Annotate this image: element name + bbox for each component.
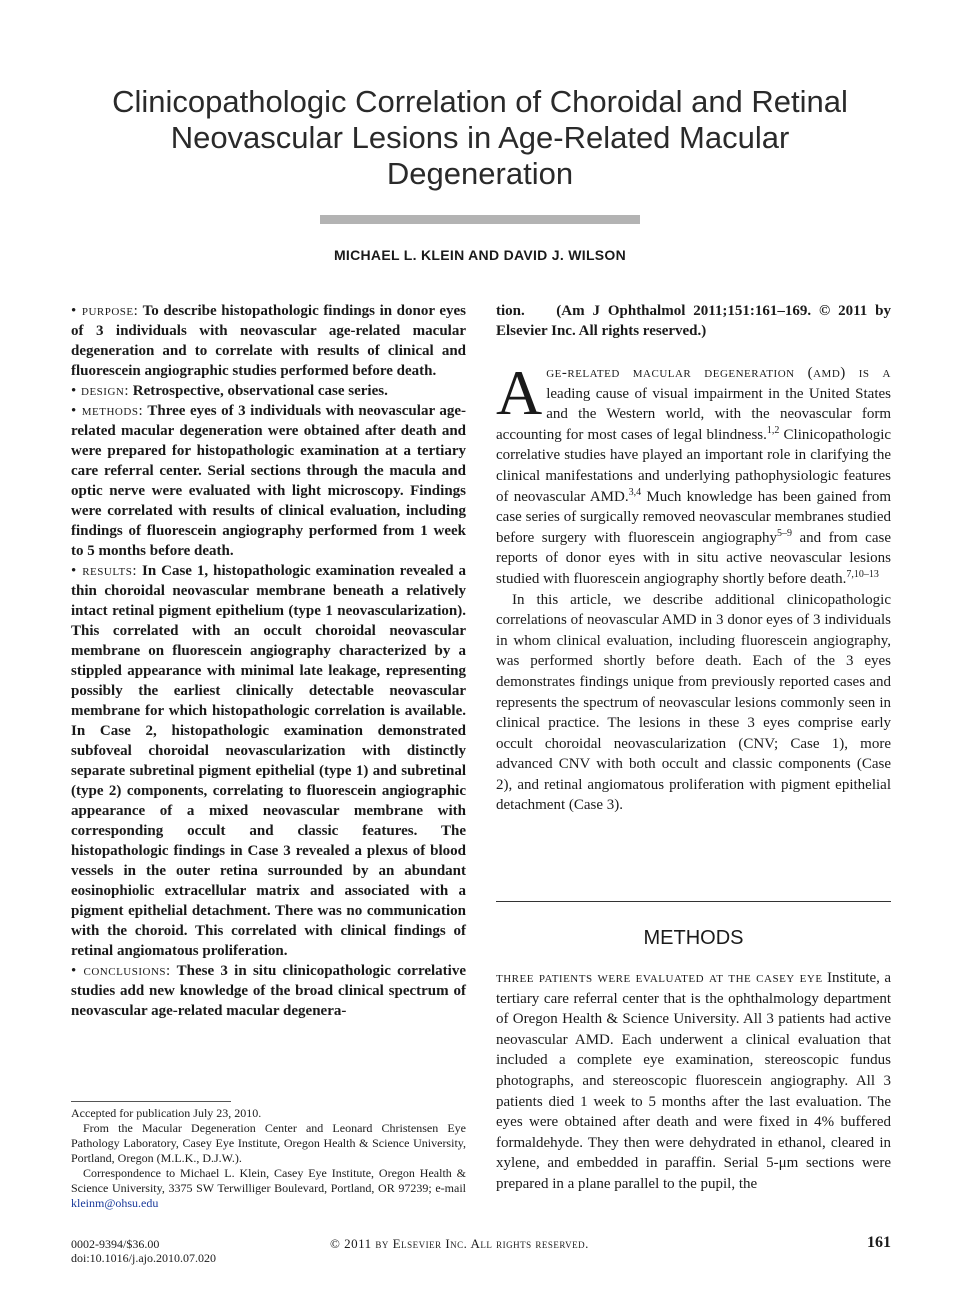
- reference-3[interactable]: 5–9: [777, 527, 793, 539]
- conclusions-end: tion.: [496, 303, 525, 319]
- title-divider: [320, 215, 640, 224]
- citation: (Am J Ophthalmol 2011;151:161–169. © 2011 by Elsevier Inc. All rights reserved.): [496, 303, 891, 339]
- methods-smallcaps: three patients were evaluated at the casey eye: [496, 970, 823, 986]
- correspondence-note: [71, 1166, 466, 1211]
- purpose-label: • purpose:: [71, 303, 139, 319]
- abstract-results: [71, 561, 466, 961]
- intro-paragraph-2: In this article, we describe additional clinicopathologic correlations of neovascular AMD in 3 donor eyes of 3 individuals in whom clinical evaluation, including fluorescein angiography, was performed shortly before death. Each of the 3 eyes demonstrates findings unique from previously reported cases and represents the spectrum of neovascular lesions commonly seen in clinical practice. The lesions in these 3 eyes comprise early occult choroidal neovascularization (CNV; Case 1), more advanced CNV with both occult and classic components (Case 2), and retinal angiomatous proliferation with pigment epithelial detachment (Case 3).: [496, 591, 891, 814]
- results-label: • results:: [71, 563, 138, 579]
- abstract: [71, 301, 466, 1021]
- section-rule: [496, 901, 891, 902]
- doi: doi:10.1016/j.ajo.2010.07.020: [71, 1251, 216, 1265]
- abstract-conclusions: [71, 961, 466, 1021]
- footer-copyright: © 2011 by Elsevier Inc. All rights reserved.: [330, 1236, 589, 1251]
- methods-label: • methods:: [71, 403, 144, 419]
- intro-text-b: Clinicopathologic correlative studies have played an important role in clarifying the clinical manifestations and underlying pathophysiologic features of neovascular AMD.: [496, 426, 892, 505]
- abstract-purpose: [71, 301, 466, 381]
- purpose-text: To describe histopathologic findings in donor eyes of 3 individuals with neovascular age-related macular degeneration and to correlate with results of clinical and fluorescein angiographic studies performed before death.: [71, 303, 466, 379]
- footer-ids: [71, 1237, 216, 1265]
- affiliation-note: From the Macular Degeneration Center and Leonard Christensen Eye Pathology Laboratory, Casey Eye Institute, Oregon Health & Science University, Portland, Oregon (M.L.K., D.J.W.).: [71, 1121, 466, 1165]
- intro-smallcaps: ge-related macular degeneration (amd) is a: [546, 365, 891, 381]
- intro-text-a: leading cause of visual impairment in the United States and the Western world, with the neovascular form accounting for most cases of legal blindness.: [496, 385, 891, 443]
- abstract-design: [71, 381, 466, 401]
- authors: MICHAEL L. KLEIN AND DAVID J. WILSON: [333, 247, 627, 263]
- methods-text: Institute, a tertiary care referral center that is the ophthalmology department of Oregon Health & Science University. All 3 patients had active neovascular AMD. Each underwent a clinical evaluation that included a complete eye examination, stereoscopic fundus photographs, and stereoscopic fluorescein angiography. All 3 patients died 1 week to 5 months after the last evaluation. The eyes were obtained after death and were fixed in 4% buffered formaldehyde. They then were dehydrated in ethanol, cleared in xylene, and embedded in paraffin. Serial 5-μm sections were prepared in a plane parallel to the pupil, the: [496, 970, 891, 1192]
- conclusions-text: These 3 in situ clinicopathologic correlative studies add new knowledge of the broad clinical spectrum of neovascular age-related macular degenera-: [71, 963, 466, 1019]
- page-number: 161: [867, 1234, 891, 1251]
- email-link[interactable]: kleinm@ohsu.edu: [71, 1196, 159, 1210]
- results-text: In Case 1, histopathologic examination revealed a thin choroidal neovascular membrane beneath a relatively intact retinal pigment epithelium (type 1 neovascularization). This correlated with an occult choroidal neovascular membrane on fluorescein angiography characterized by a stippled appearance with minimal late leakage, representing possibly the earliest clinically detectable neovascular membrane for which histopathologic correlation is available. In Case 2, histopathologic examination demonstrated subfoveal choroidal neovascularization with distinctly separate subretinal pigment epithelial (type 1) and subretinal (type 2) components, correlating to fluorescein angiographic appearance of a mixed neovascular membrane with corresponding occult and classic features. The histopathologic findings in Case 3 revealed a plexus of blood vessels in the outer retina surrounded by an abundant eosinophiolic extracellular matrix and associated with a pigment epithelial detachment. There was no communication with the choroid. This correlated with clinical findings of retinal angiomatous proliferation.: [71, 563, 467, 959]
- accepted-note: Accepted for publication July 23, 2010.: [71, 1106, 262, 1120]
- methods-paragraph: [496, 968, 891, 1195]
- methods-heading: METHODS: [643, 927, 744, 949]
- design-text: Retrospective, observational case series.: [132, 383, 388, 399]
- methods-section: [496, 968, 891, 1195]
- introduction: [496, 357, 892, 816]
- methods-text: Three eyes of 3 individuals with neovascular age-related macular degeneration were obtained after death and were prepared for histopathologic examination at a tertiary care referral center. Serial sections through the macula and optic nerve were evaluated with light microscopy. Findings were correlated with results of clinical evaluation, including findings of fluorescein angiography performed from 1 week to 5 months before death.: [71, 403, 467, 559]
- drop-cap: A: [496, 357, 543, 428]
- footnote-rule: [71, 1101, 231, 1102]
- footnotes: [71, 1106, 466, 1211]
- intro-text-d: and from case reports of donor eyes with in situ active neovascular lesions studied with fluorescein angiography shortly before death.: [496, 529, 891, 587]
- abstract-continuation: [496, 301, 891, 341]
- intro-text-c: Much knowledge has been gained from case series of surgically removed neovascular membranes studied before surgery with fluorescein angiography: [496, 488, 891, 546]
- abstract-methods: [71, 401, 466, 561]
- reference-4[interactable]: 7,10–13: [846, 568, 879, 580]
- reference-2[interactable]: 3,4: [628, 486, 642, 498]
- design-label: • design:: [71, 383, 130, 399]
- correspondence-text: Correspondence to Michael L. Klein, Casey Eye Institute, Oregon Health & Science University, 3375 SW Terwilliger Boulevard, Portland, OR 97239; e-mail: [71, 1166, 466, 1195]
- issn: 0002-9394/$36.00: [71, 1237, 160, 1251]
- article-title: Clinicopathologic Correlation of Choroidal and Retinal Neovascular Lesions in Age-Related Macular Degeneration: [112, 84, 848, 191]
- conclusions-label: • conclusions:: [71, 963, 171, 979]
- intro-paragraph-1: [496, 357, 892, 590]
- reference-1[interactable]: 1,2: [766, 424, 780, 436]
